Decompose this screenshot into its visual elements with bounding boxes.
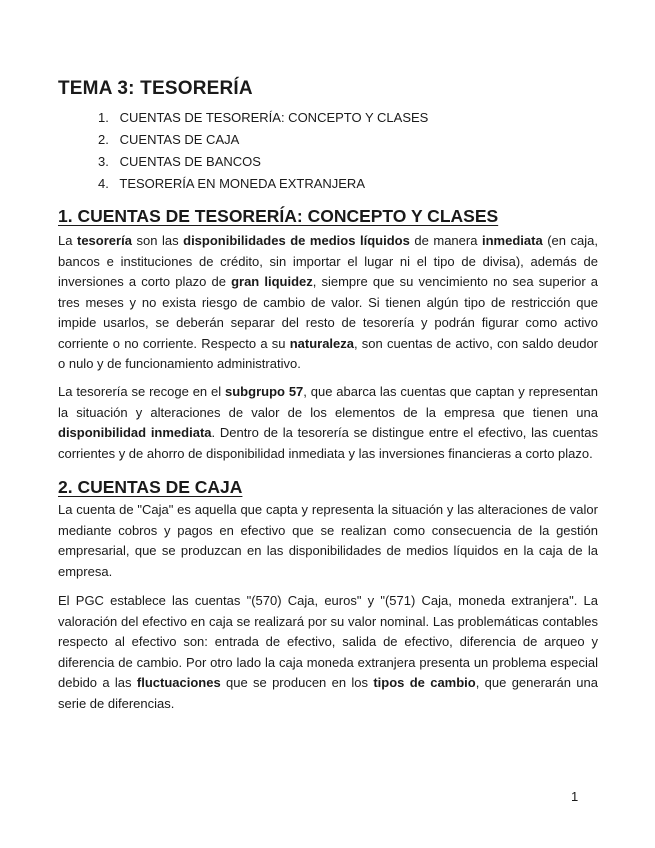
toc-label: CUENTAS DE TESORERÍA: CONCEPTO Y CLASES xyxy=(119,110,429,125)
section-1-paragraph-2: La tesorería se recoge en el subgrupo 57, que abarca las cuentas que captan y representan la situación y alteraciones de valor de los elementos de la empresa que tienen una disponibilidad inmediata. Dentro de la tesorería se distingue entre el efectivo, las cuentas corrientes y de ahorro de disponibilidad inmediata y las inversiones financieras a corto plazo. xyxy=(58,384,598,461)
section-2-paragraph-2: El PGC establece las cuentas "(570) Caja, euros" y "(571) Caja, moneda extranjera". La valoración del efectivo en caja se realizará por su valor nominal. Las problemáticas contables respecto al efectivo son: entrada de efectivo, salida de efectivo, diferencia de arqueo y diferencia de cambio. Por otro lado la caja moneda extranjera presenta un problema especial debido a las fluctuaciones que se producen en los tipos de cambio, que generarán una serie de diferencias. xyxy=(58,593,598,711)
toc-number: 4. xyxy=(98,176,109,191)
toc-number: 3. xyxy=(98,154,109,169)
section-2-paragraph-1: La cuenta de "Caja" es aquella que capta y representa la situación y las alteraciones de valor mediante cobros y pagos en efectivo que se realizan como consecuencia de la gestión empresarial, que se produzcan en las disponibilidades de medios líquidos en la caja de la empresa. xyxy=(58,502,598,579)
toc-item xyxy=(98,107,428,129)
toc-number: 2. xyxy=(98,132,109,147)
section-1-paragraph-1: La tesorería son las disponibilidades de medios líquidos de manera inmediata (en caja, bancos e instituciones de crédito, sin importar el lugar ni el tipo de divisa), además de inversiones a corto plazo de gran liquidez, siempre que su vencimiento no sea superior a tres meses y no exista riesgo de cambio de valor. Si tienen algún tipo de restricción que impide usarlos, se deberán separar del resto de tesorería y podrán figurar como activo corriente o no corriente. Respecto a su naturaleza, son cuentas de activo, con saldo deudor o nulo y de funcionamiento administrativo. xyxy=(58,233,599,371)
toc-label: CUENTAS DE CAJA xyxy=(119,132,240,147)
toc-label: CUENTAS DE BANCOS xyxy=(119,154,261,169)
toc-item xyxy=(98,173,428,195)
toc-item xyxy=(98,151,428,173)
section-2-heading: 2. CUENTAS DE CAJA xyxy=(58,477,243,497)
toc-label: TESORERÍA EN MONEDA EXTRANJERA xyxy=(119,176,365,191)
table-of-contents xyxy=(98,107,428,195)
section-1-heading: 1. CUENTAS DE TESORERÍA: CONCEPTO Y CLASES xyxy=(58,206,499,226)
toc-number: 1. xyxy=(98,110,109,125)
page-number: 1 xyxy=(571,789,579,804)
toc-item xyxy=(98,129,428,151)
page-title: TEMA 3: TESORERÍA xyxy=(58,78,253,99)
